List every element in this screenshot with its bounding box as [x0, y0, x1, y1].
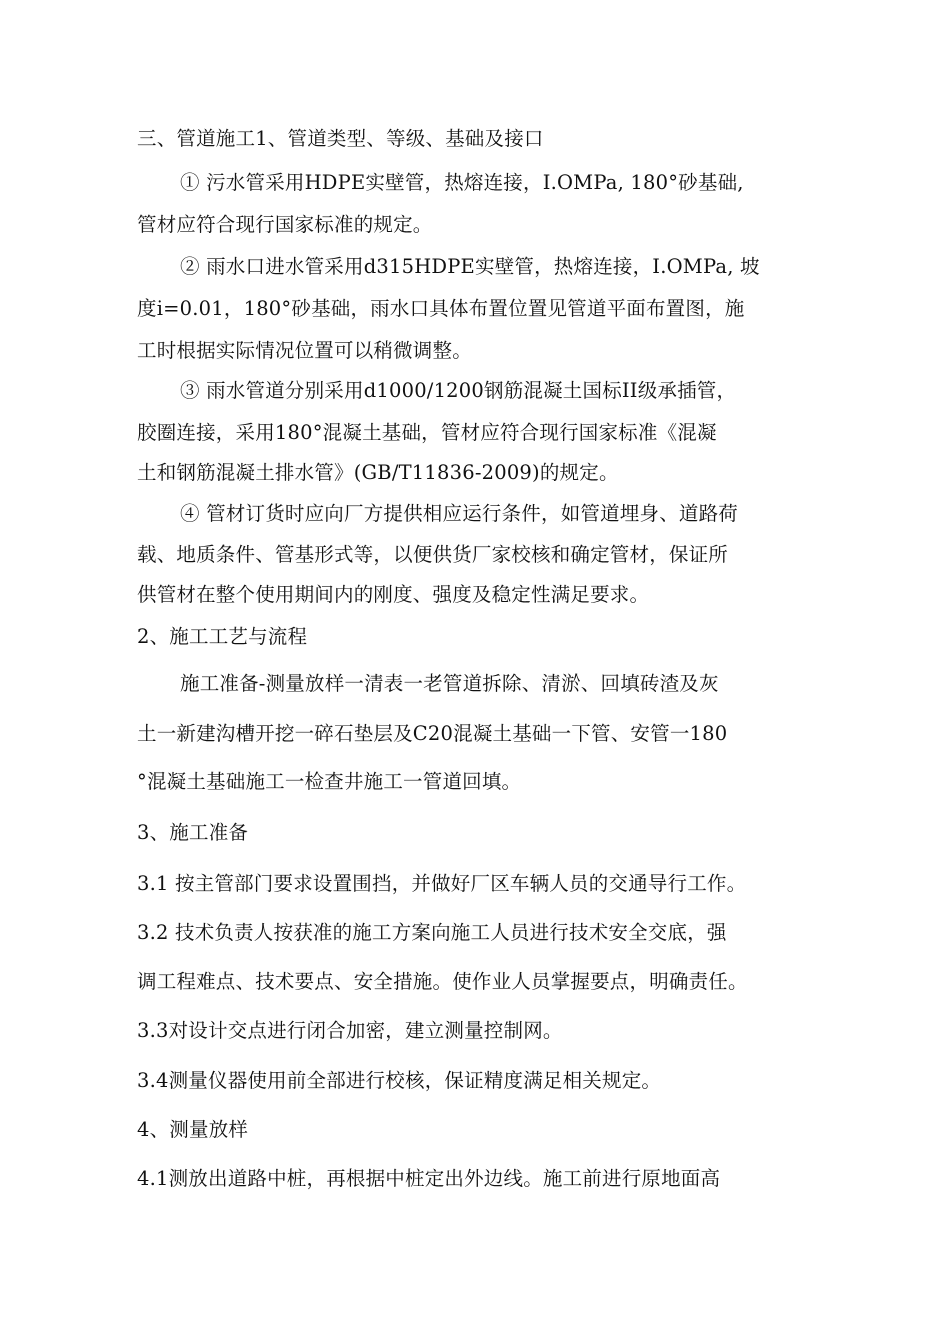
paragraph-line: ① 污水管采用HDPE实壁管，热熔连接，I.OMPa, 180°砂基础, [180, 171, 744, 194]
paragraph-line: ③ 雨水管道分别采用d1000/1200钢筋混凝土国标II级承插管， [180, 379, 737, 402]
paragraph-line: 4.1测放出道路中桩，再根据中桩定出外边线。施工前进行原地面高 [137, 1167, 721, 1190]
paragraph-line: 载、地质条件、管基形式等，以便供货厂家校核和确定管材，保证所 [137, 543, 729, 566]
paragraph-line: 3.2 技术负责人按获准的施工方案向施工人员进行技术安全交底，强 [137, 921, 727, 944]
section-heading-pipeline-construction: 三、管道施工1、管道类型、等级、基础及接口 [137, 127, 544, 150]
paragraph-line: 调工程难点、技术要点、安全措施。使作业人员掌握要点，明确责任。 [137, 970, 748, 993]
paragraph-line: 管材应符合现行国家标准的规定。 [137, 213, 433, 236]
paragraph-line: 胶圈连接，采用180°混凝土基础，管材应符合现行国家标准《混凝 [137, 421, 717, 444]
paragraph-line: 3.1 按主管部门要求设置围挡，并做好厂区车辆人员的交通导行工作。 [137, 872, 747, 895]
paragraph-line: ④ 管材订货时应向厂方提供相应运行条件，如管道埋身、道路荷 [180, 502, 738, 525]
paragraph-line: ② 雨水口进水管采用d315HDPE实壁管，热熔连接，I.OMPa, 坡 [180, 255, 760, 278]
section-heading-preparation: 3、施工准备 [137, 821, 249, 844]
section-heading-process-flow: 2、施工工艺与流程 [137, 625, 308, 648]
section-heading-survey-layout: 4、测量放样 [137, 1118, 249, 1141]
paragraph-line: 3.4测量仪器使用前全部进行校核，保证精度满足相关规定。 [137, 1069, 662, 1092]
paragraph-line: °混凝土基础施工一检查井施工一管道回填。 [137, 770, 522, 793]
paragraph-line: 3.3对设计交点进行闭合加密，建立测量控制网。 [137, 1019, 563, 1042]
paragraph-line: 土和钢筋混凝土排水管》(GB/T11836-2009)的规定。 [137, 461, 619, 484]
paragraph-line: 度i=0.01，180°砂基础，雨水口具体布置位置见管道平面布置图，施 [137, 297, 745, 320]
paragraph-line: 供管材在整个使用期间内的刚度、强度及稳定性满足要求。 [137, 583, 650, 606]
paragraph-line: 土一新建沟槽开挖一碎石垫层及C20混凝土基础一下管、安管一180 [137, 722, 728, 745]
paragraph-line: 工时根据实际情况位置可以稍微调整。 [137, 339, 472, 362]
paragraph-line: 施工准备-测量放样一清表一老管道拆除、清淤、回填砖渣及灰 [180, 672, 719, 695]
